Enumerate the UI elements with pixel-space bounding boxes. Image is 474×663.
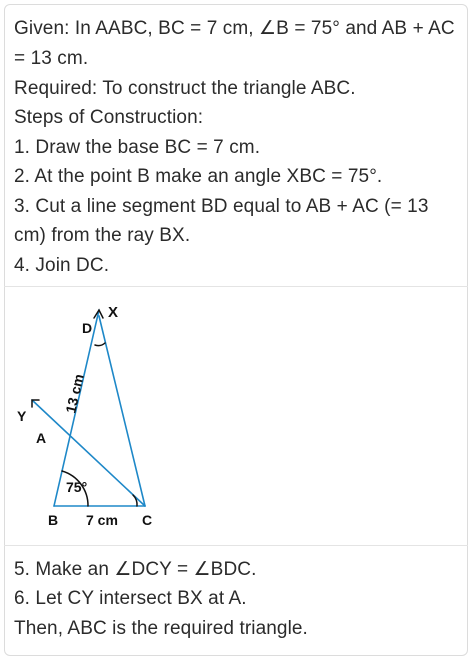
step-3-line-2: cm) from the ray BX. (14, 225, 191, 246)
construction-figure (0, 283, 474, 545)
step-4: 4. Join DC. (14, 255, 110, 276)
construction-diagram (0, 283, 474, 545)
label-y: Y (17, 408, 27, 424)
label-bd-length: 13 cm (62, 372, 87, 415)
label-d: D (82, 320, 93, 336)
label-b: B (48, 512, 59, 528)
step-2: 2. At the point B make an angle XBC = 75°. (14, 166, 383, 187)
ray-cy (32, 400, 145, 506)
given-line-2: = 13 cm. (14, 48, 89, 69)
step-3-line-1: 3. Cut a line segment BD equal to AB + AC (= 13 (14, 196, 429, 217)
label-x: X (108, 304, 119, 321)
required-line: Required: To construct the triangle ABC. (14, 78, 356, 99)
divider-bottom (4, 545, 468, 546)
label-a: A (36, 430, 47, 446)
conclusion-line: Then, ABC is the required triangle. (14, 618, 308, 639)
arc-angle-bdc (95, 343, 105, 346)
segment-dc (99, 316, 145, 506)
label-c: C (142, 512, 153, 528)
step-1: 1. Draw the base BC = 7 cm. (14, 137, 261, 158)
given-line-1: Given: In AABC, BC = 7 cm, ∠B = 75° and AB + AC (14, 18, 455, 39)
arc-angle-dcy (133, 495, 137, 506)
label-bc-length: 7 cm (86, 512, 118, 528)
step-6: 6. Let CY intersect BX at A. (14, 588, 247, 609)
steps-heading: Steps of Construction: (14, 107, 204, 128)
label-angle-75: 75° (66, 479, 88, 495)
step-5: 5. Make an ∠DCY = ∠BDC. (14, 559, 257, 580)
